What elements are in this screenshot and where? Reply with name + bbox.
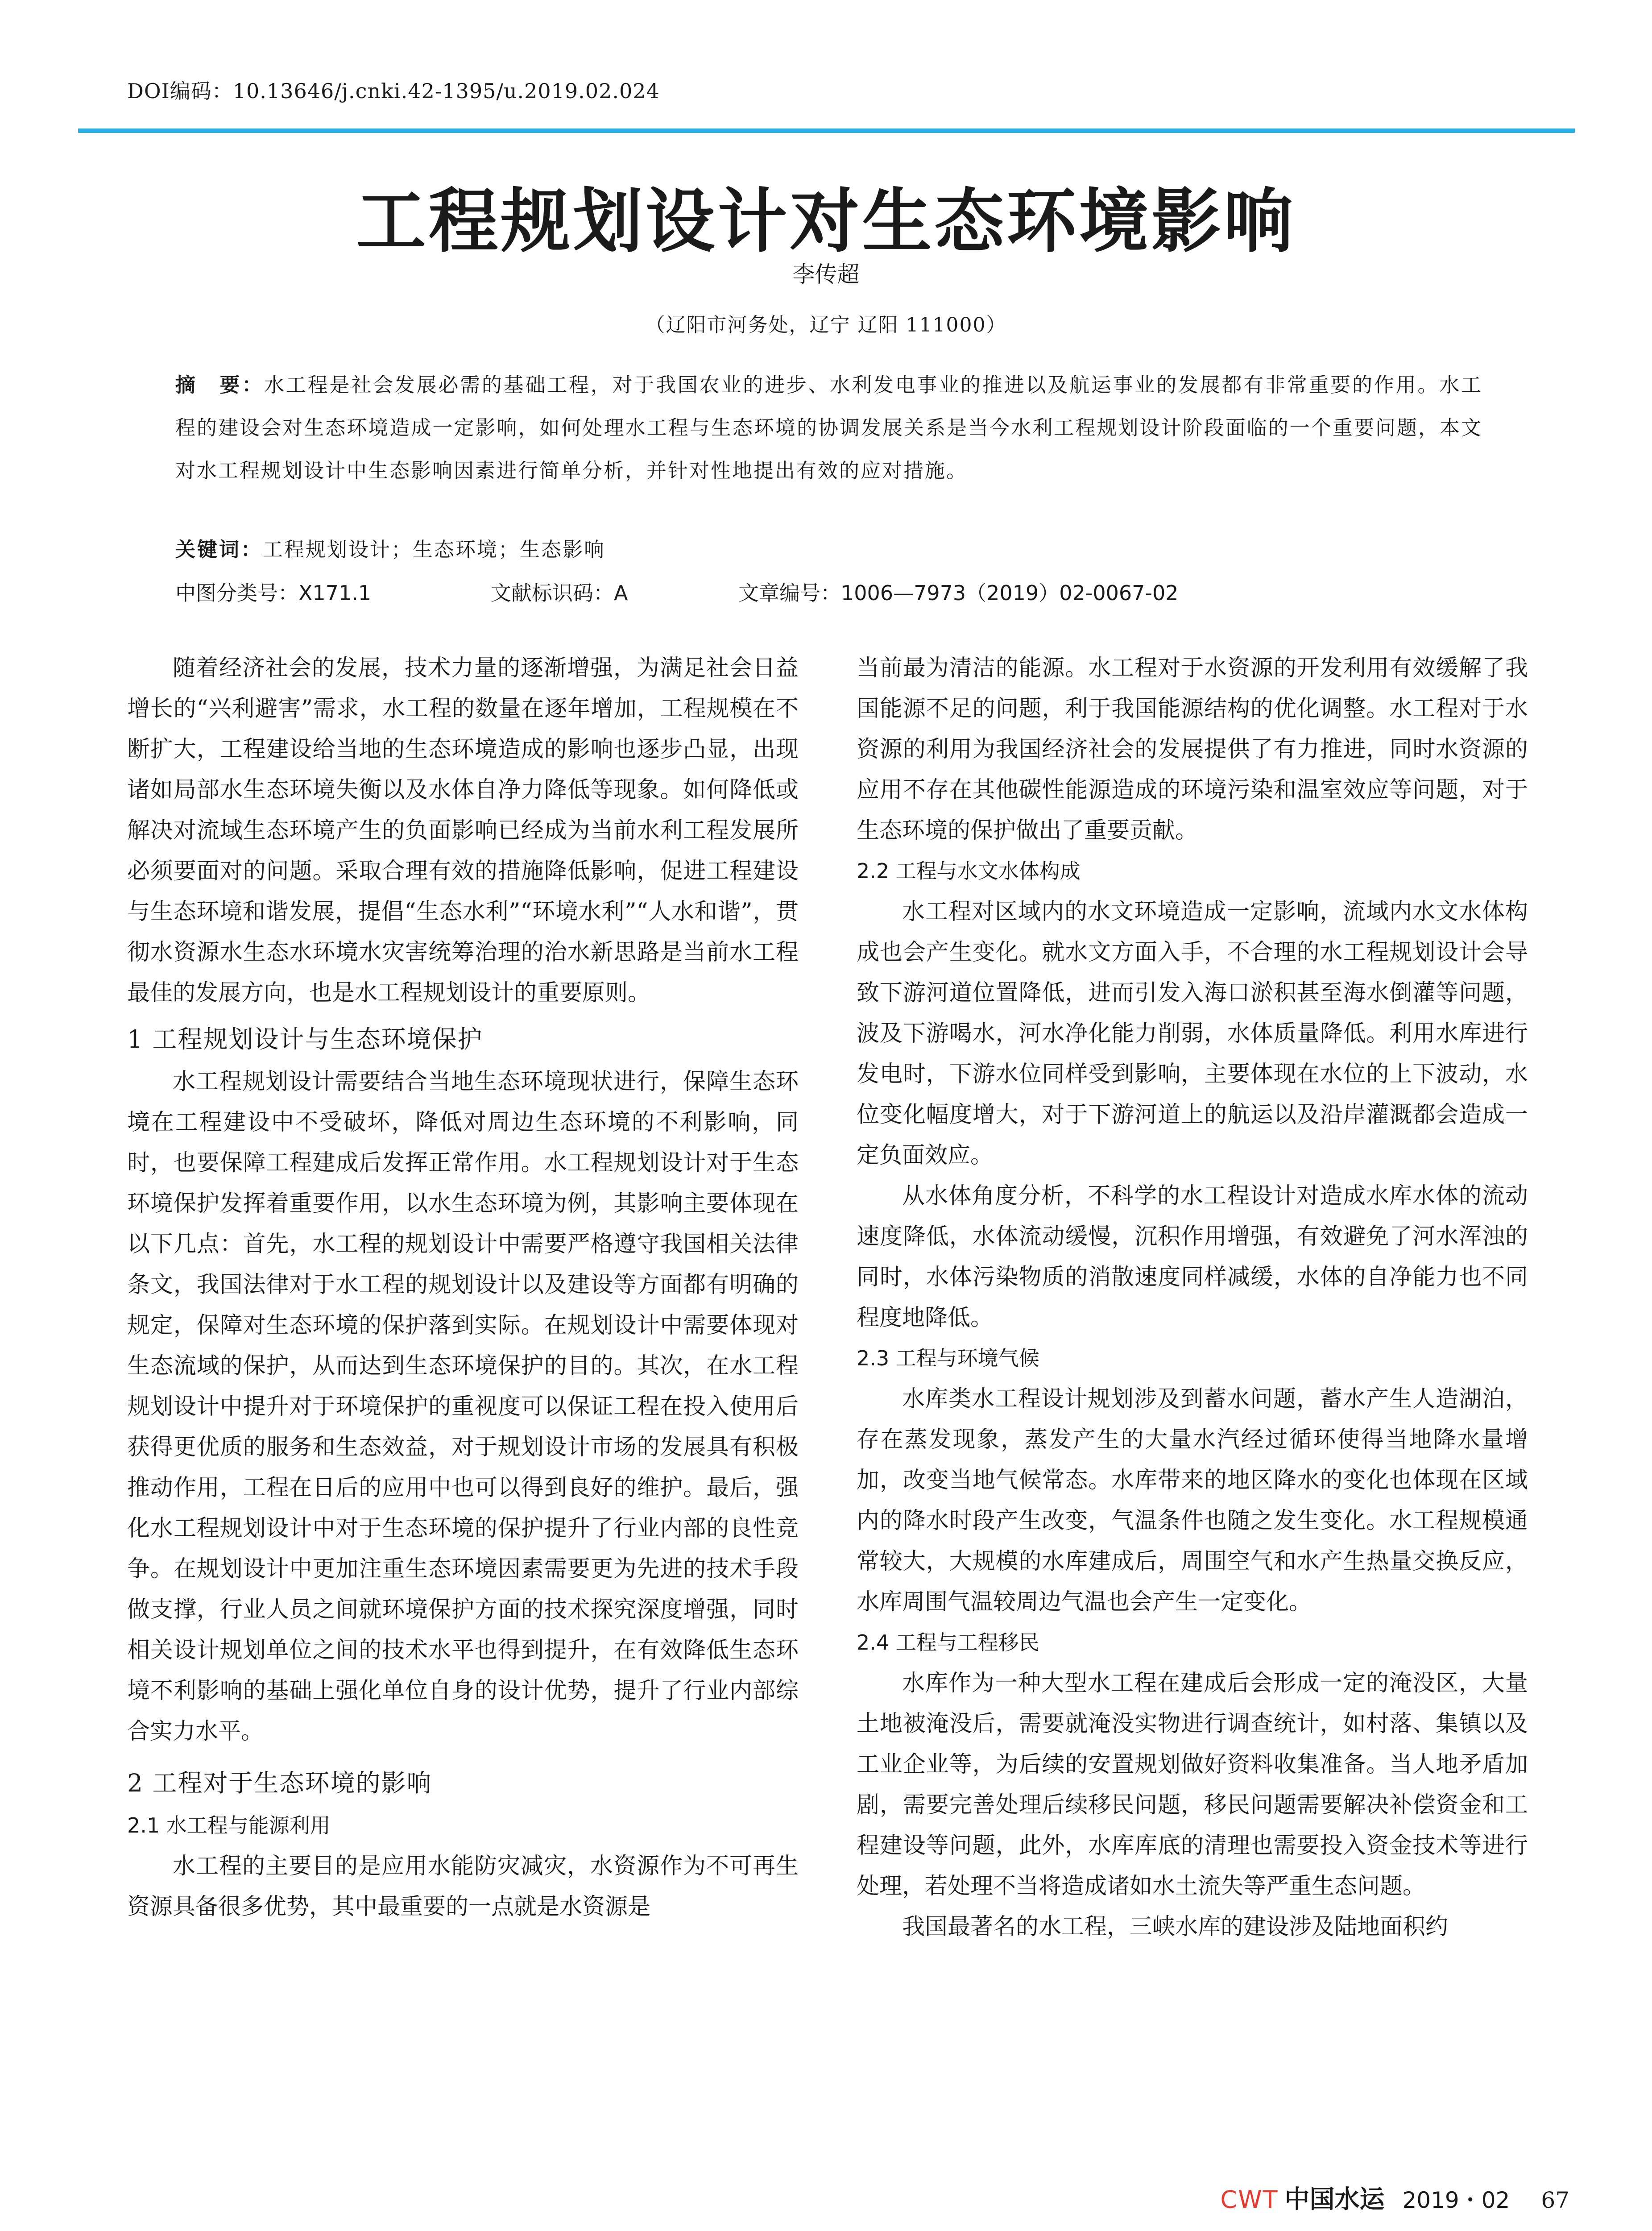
abstract-text: 水工程是社会发展必需的基础工程，对于我国农业的进步、水利发电事业的推进以及航运事业的发展都有非常重要的作用。水工程的建设会对生态环境造成一定影响，如何处理水工程与生态环境的协调发展关系是当今水利工程规划设计阶段面临的一个重要问题，本文对水工程规划设计中生态影响因素进行简单分析，并针对性地提出有效的应对措施。 (175, 373, 1482, 482)
issue-number: 2019・02 (1402, 2187, 1510, 2213)
section-1-paragraph: 水工程规划设计需要结合当地生态环境现状进行，保障生态环境在工程建设中不受破坏，降低对周边生态环境的不利影响，同时，也要保障工程建成后发挥正常作用。水工程规划设计对于生态环境保护发挥着重要作用，以水生态环境为例，其影响主要体现在以下几点：首先，水工程的规划设计中需要严格遵守我国相关法律条文，我国法律对于水工程的规划设计以及建设等方面都有明确的规定，保障对生态环境的保护落到实际。在规划设计中需要体现对生态流域的保护，从而达到生态环境保护的目的。其次，在水工程规划设计中提升对于环境保护的重视度可以保证工程在投入使用后获得更优质的服务和生态效益，对于规划设计市场的发展具有积极推动作用，工程在日后的应用中也可以得到良好的维护。最后，强化水工程规划设计中对于生态环境的保护提升了行业内部的良性竞争。在规划设计中更加注重生态环境因素需要更为先进的技术手段做支撑，行业人员之间就环境保护方面的技术探究深度增强，同时相关设计规划单位之间的技术水平也得到提升，在有效降低生态环境不利影响的基础上强化单位自身的设计优势，提升了行业内部综合实力水平。 (127, 1069, 799, 1745)
author: 李传超 (792, 261, 860, 287)
section-2-heading: 2 工程对于生态环境的影响 (127, 1769, 432, 1797)
article-number: 文章编号：1006—7973（2019）02-0067-02 (738, 581, 1179, 605)
page-number: 67 (1541, 2187, 1569, 2213)
section-2-2-paragraph-1: 水工程对区域内的水文环境造成一定影响，流域内水文水体构成也会产生变化。就水文方面入手，不合理的水工程规划设计会导致下游河道位置降低，进而引发入海口淤积甚至海水倒灌等问题，波及下游喝水，河水净化能力削弱，水体质量降低。利用水库进行发电时，下游水位同样受到影响，主要体现在水位的上下波动，水位变化幅度增大，对于下游河道上的航运以及沿岸灌溉都会造成一定负面效应。 (857, 899, 1528, 1169)
section-2-1-paragraph-continued: 当前最为清洁的能源。水工程对于水资源的开发利用有效缓解了我国能源不足的问题，利于我国能源结构的优化调整。水工程对于水资源的利用为我国经济社会的发展提供了有力推进，同时水资源的应用不存在其他碳性能源造成的环境污染和温室效应等问题，对于生态环境的保护做出了重要贡献。 (857, 655, 1528, 844)
section-2-3-heading: 2.3 工程与环境气候 (857, 1346, 1039, 1370)
section-2-4-paragraph-1: 水库作为一种大型水工程在建成后会形成一定的淹没区，大量土地被淹没后，需要就淹没实物进行调查统计，如村落、集镇以及工业企业等，为后续的安置规划做好资料收集准备。当人地矛盾加剧，需要完善处理后续移民问题，移民问题需要解决补偿资金和工程建设等问题，此外，水库库底的清理也需要投入资金技术等进行处理，若处理不当将造成诸如水土流失等严重生态问题。 (857, 1670, 1528, 1899)
doi-line: DOI编码：10.13646/j.cnki.42-1395/u.2019.02.024 (127, 79, 660, 103)
section-2-1-paragraph-start: 水工程的主要目的是应用水能防灾减灾，水资源作为不可再生资源具备很多优势，其中最重要的一点就是水资源是 (127, 1853, 799, 1920)
keywords-text: 工程规划设计；生态环境；生态影响 (263, 538, 606, 561)
section-1-heading: 1 工程规划设计与生态环境保护 (127, 1025, 483, 1053)
section-2-2-heading: 2.2 工程与水文水体构成 (857, 859, 1081, 883)
abstract (175, 364, 1482, 492)
keywords-label: 关键词： (175, 538, 263, 561)
right-column (857, 648, 1528, 1947)
section-2-3-paragraph: 水库类水工程设计规划涉及到蓄水问题，蓄水产生人造湖泊，存在蒸发现象，蒸发产生的大量水汽经过循环使得当地降水量增加，改变当地气候常态。水库带来的地区降水的变化也体现在区域内的降水时段产生改变，气温条件也随之发生变化。水工程规模通常较大，大规模的水库建成后，周围空气和水产生热量交换反应，水库周围气温较周边气温也会产生一定变化。 (857, 1386, 1528, 1615)
header-rule (78, 129, 1575, 133)
section-2-1-heading: 2.1 水工程与能源利用 (127, 1813, 331, 1837)
intro-paragraph: 随着经济社会的发展，技术力量的逐渐增强，为满足社会日益增长的“兴利避害”需求，水工程的数量在逐年增加，工程规模在不断扩大，工程建设给当地的生态环境造成的影响也逐步凸显，出现诸如局部水生态环境失衡以及水体自净力降低等现象。如何降低或解决对流域生态环境产生的负面影响已经成为当前水利工程发展所必须要面对的问题。采取合理有效的措施降低影响，促进工程建设与生态环境和谐发展，提倡“生态水利”“环境水利”“人水和谐”，贯彻水资源水生态水环境水灾害统筹治理的治水新思路是当前水工程最佳的发展方向，也是水工程规划设计的重要原则。 (127, 655, 799, 1006)
journal-name: 中国水运 (1284, 2185, 1385, 2214)
section-2-2-paragraph-2: 从水体角度分析，不科学的水工程设计对造成水库水体的流动速度降低，水体流动缓慢，沉积作用增强，有效避免了河水浑浊的同时，水体污染物质的消散速度同样减缓，水体的自净能力也不同程度地降低。 (857, 1183, 1528, 1331)
page-footer (1220, 2180, 1569, 2215)
affiliation: （辽阳市河务处，辽宁 辽阳 111000） (645, 314, 1007, 336)
section-2-4-heading: 2.4 工程与工程移民 (857, 1630, 1039, 1655)
abstract-label: 摘 要： (175, 373, 265, 397)
left-column (127, 648, 799, 1927)
document-code: 文献标识码：A (491, 581, 628, 605)
section-2-4-paragraph-2: 我国最著名的水工程，三峡水库的建设涉及陆地面积约 (902, 1914, 1449, 1940)
classification-number: 中图分类号：X171.1 (175, 581, 372, 605)
article-title: 工程规划设计对生态环境影响 (356, 180, 1296, 262)
keywords (175, 533, 605, 562)
journal-brand: CWT (1220, 2185, 1279, 2214)
